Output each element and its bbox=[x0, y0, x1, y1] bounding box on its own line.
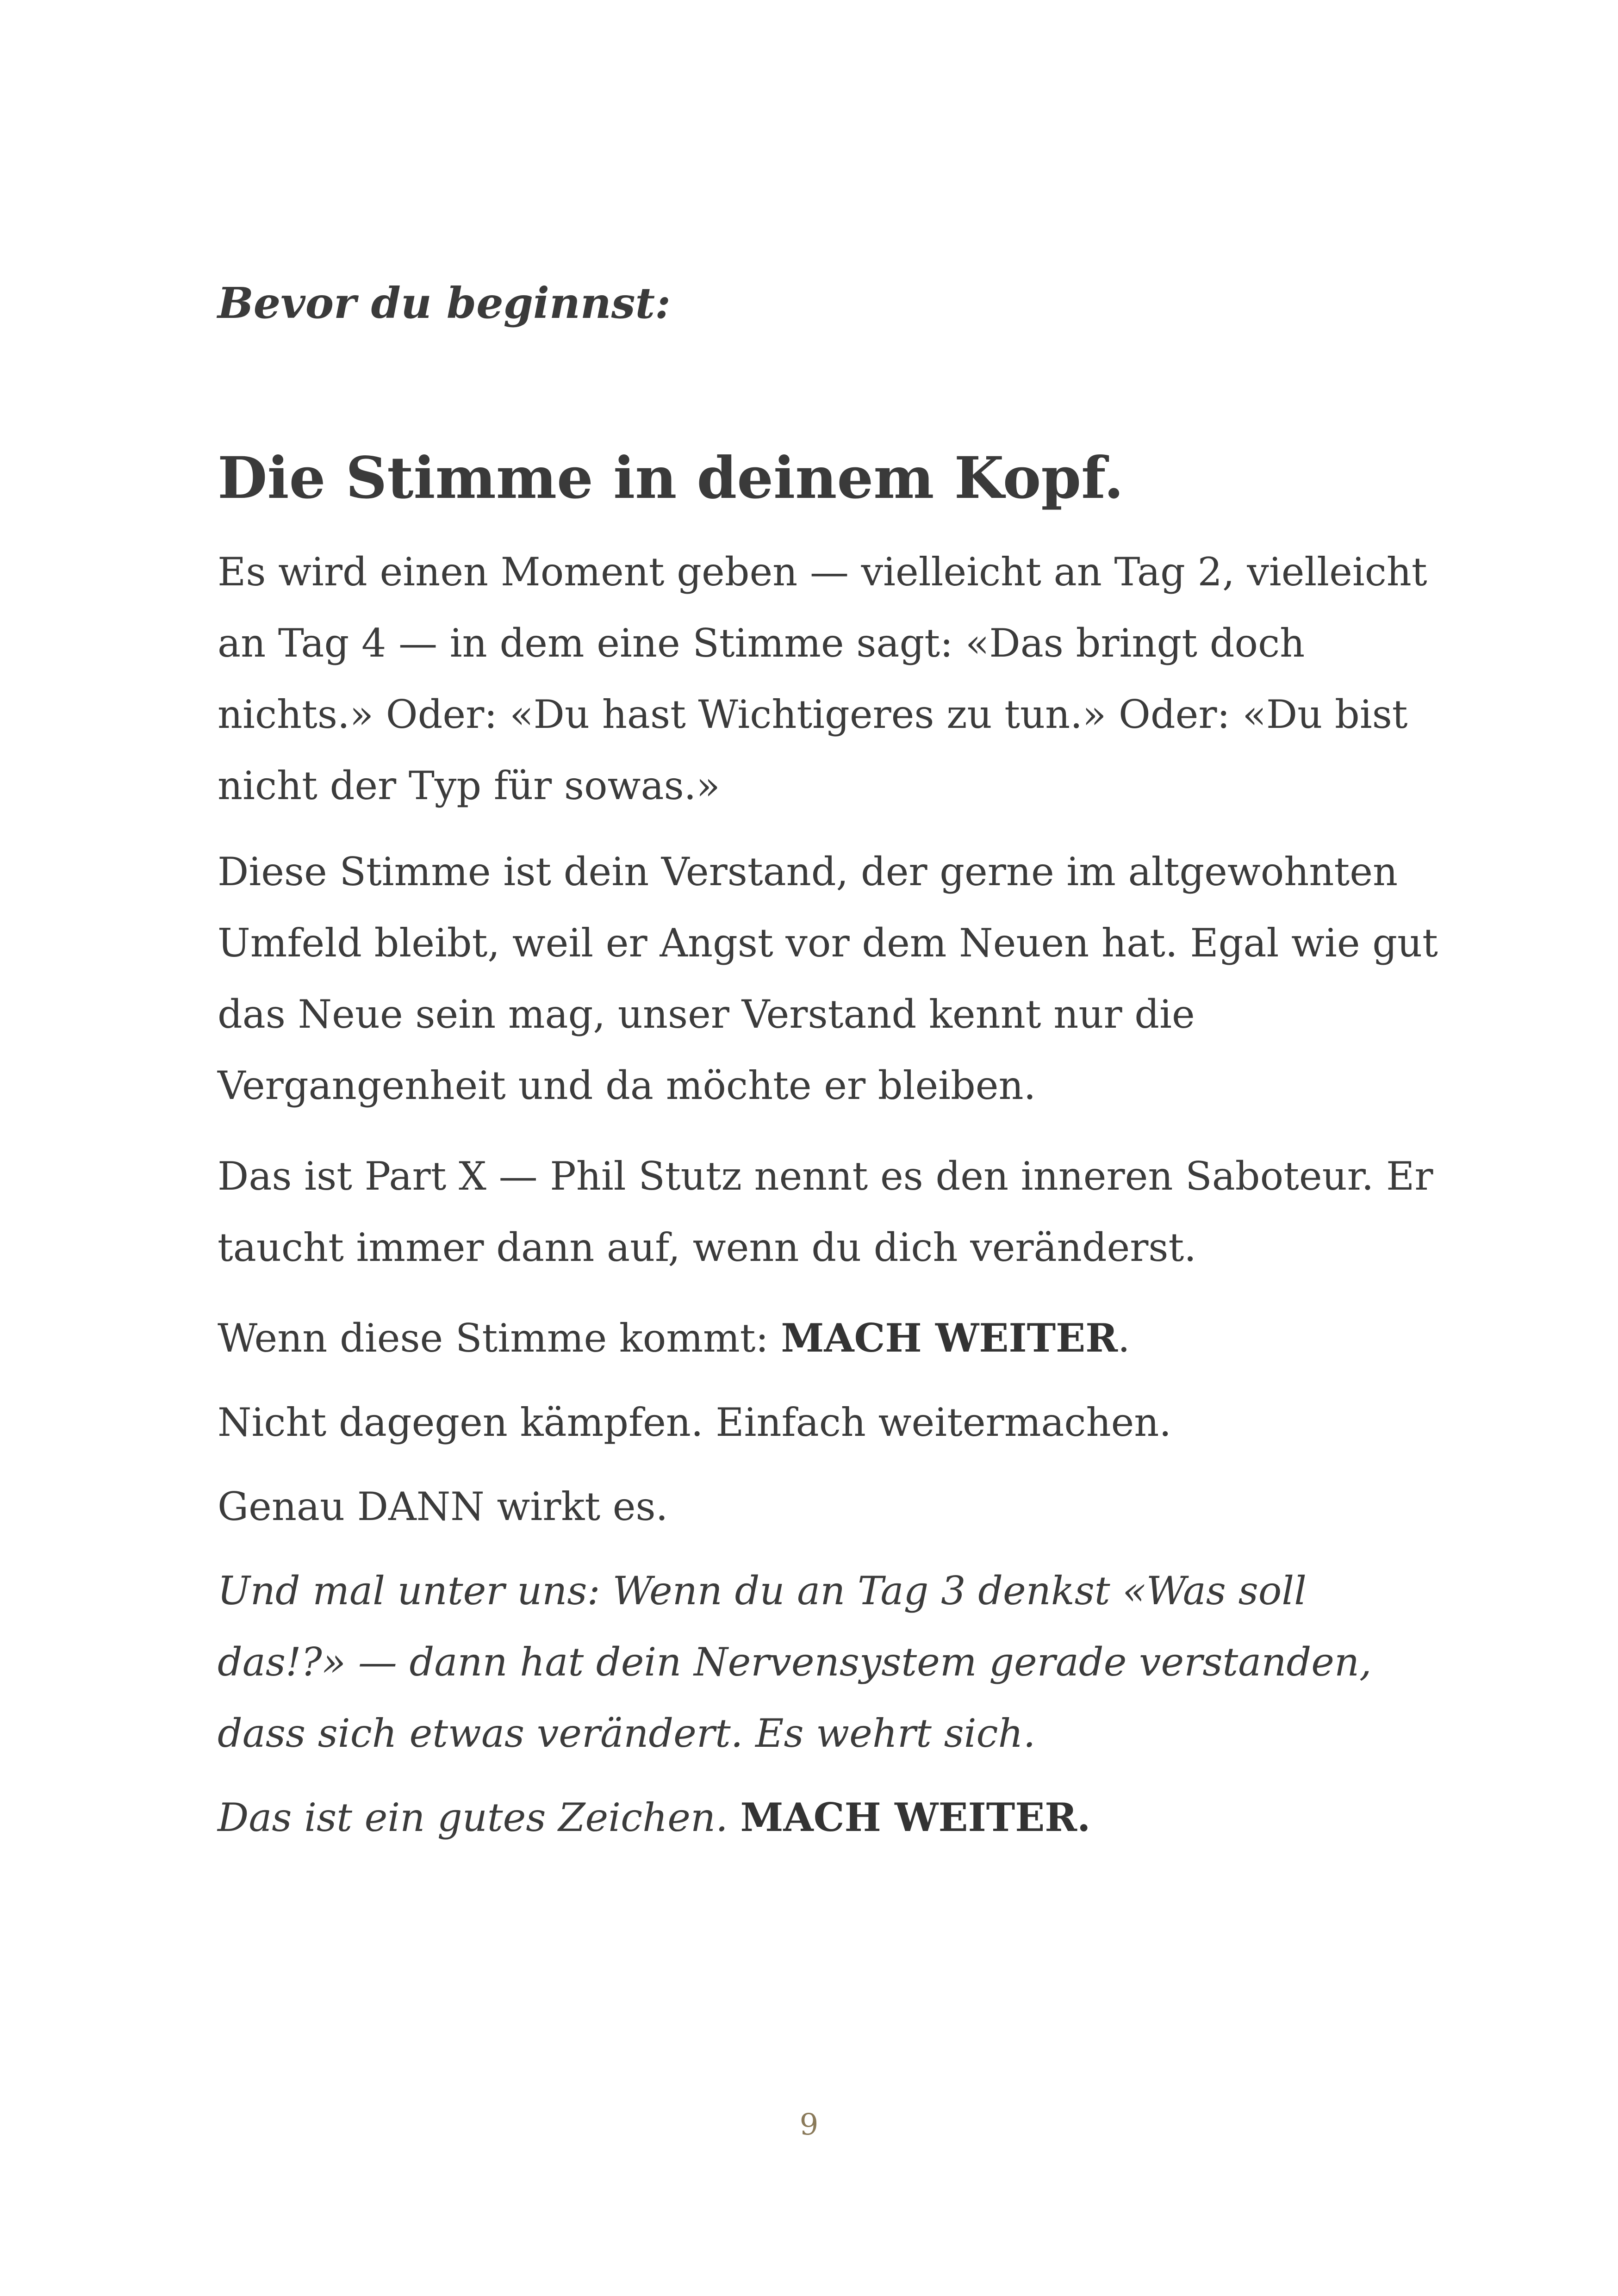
paragraph-6: Genau DANN wirkt es. bbox=[218, 1484, 668, 1530]
paragraph-4-text: Wenn diese Stimme kommt: bbox=[218, 1316, 781, 1361]
paragraph-8 bbox=[218, 1782, 1439, 1853]
page-number: 9 bbox=[799, 2108, 819, 2142]
page-content bbox=[218, 278, 1439, 1853]
paragraph-1: Es wird einen Moment geben — vielleicht an Tag 2, vielleicht an Tag 4 — in dem eine Stimme sagt: «Das bringt doch nichts.» Oder: «Du hast Wichtigeres zu tun.» Oder: «Du bist nicht der Typ für sowas.» bbox=[218, 549, 1427, 809]
paragraph-3: Das ist Part X — Phil Stutz nennt es den inneren Saboteur. Er taucht immer dann auf, wenn du dich veränderst. bbox=[218, 1154, 1433, 1271]
paragraph-4-end: . bbox=[1118, 1316, 1130, 1361]
paragraph-8-emphasis: MACH WEITER. bbox=[740, 1794, 1091, 1841]
paragraph-5: Nicht dagegen kämpfen. Einfach weitermachen. bbox=[218, 1400, 1172, 1446]
paragraph-4 bbox=[218, 1303, 1439, 1374]
paragraph-2: Diese Stimme ist dein Verstand, der gerne im altgewohnten Umfeld bleibt, weil er Angst vor dem Neuen hat. Egal wie gut das Neue sein mag, unser Verstand kennt nur die Vergangenheit und da möchte er bleiben. bbox=[218, 849, 1438, 1109]
paragraph-7: Und mal unter uns: Wenn du an Tag 3 denkst «Was soll das!?» — dann hat dein Nervensystem gerade verstanden, dass sich etwas verändert. Es wehrt sich. bbox=[218, 1568, 1372, 1756]
page-title: Die Stimme in deinem Kopf. bbox=[218, 445, 1124, 512]
paragraph-4-emphasis: MACH WEITER bbox=[781, 1315, 1118, 1361]
paragraph-8-text: Das ist ein gutes Zeichen. bbox=[218, 1795, 741, 1841]
section-kicker: Bevor du beginnst: bbox=[218, 278, 671, 328]
